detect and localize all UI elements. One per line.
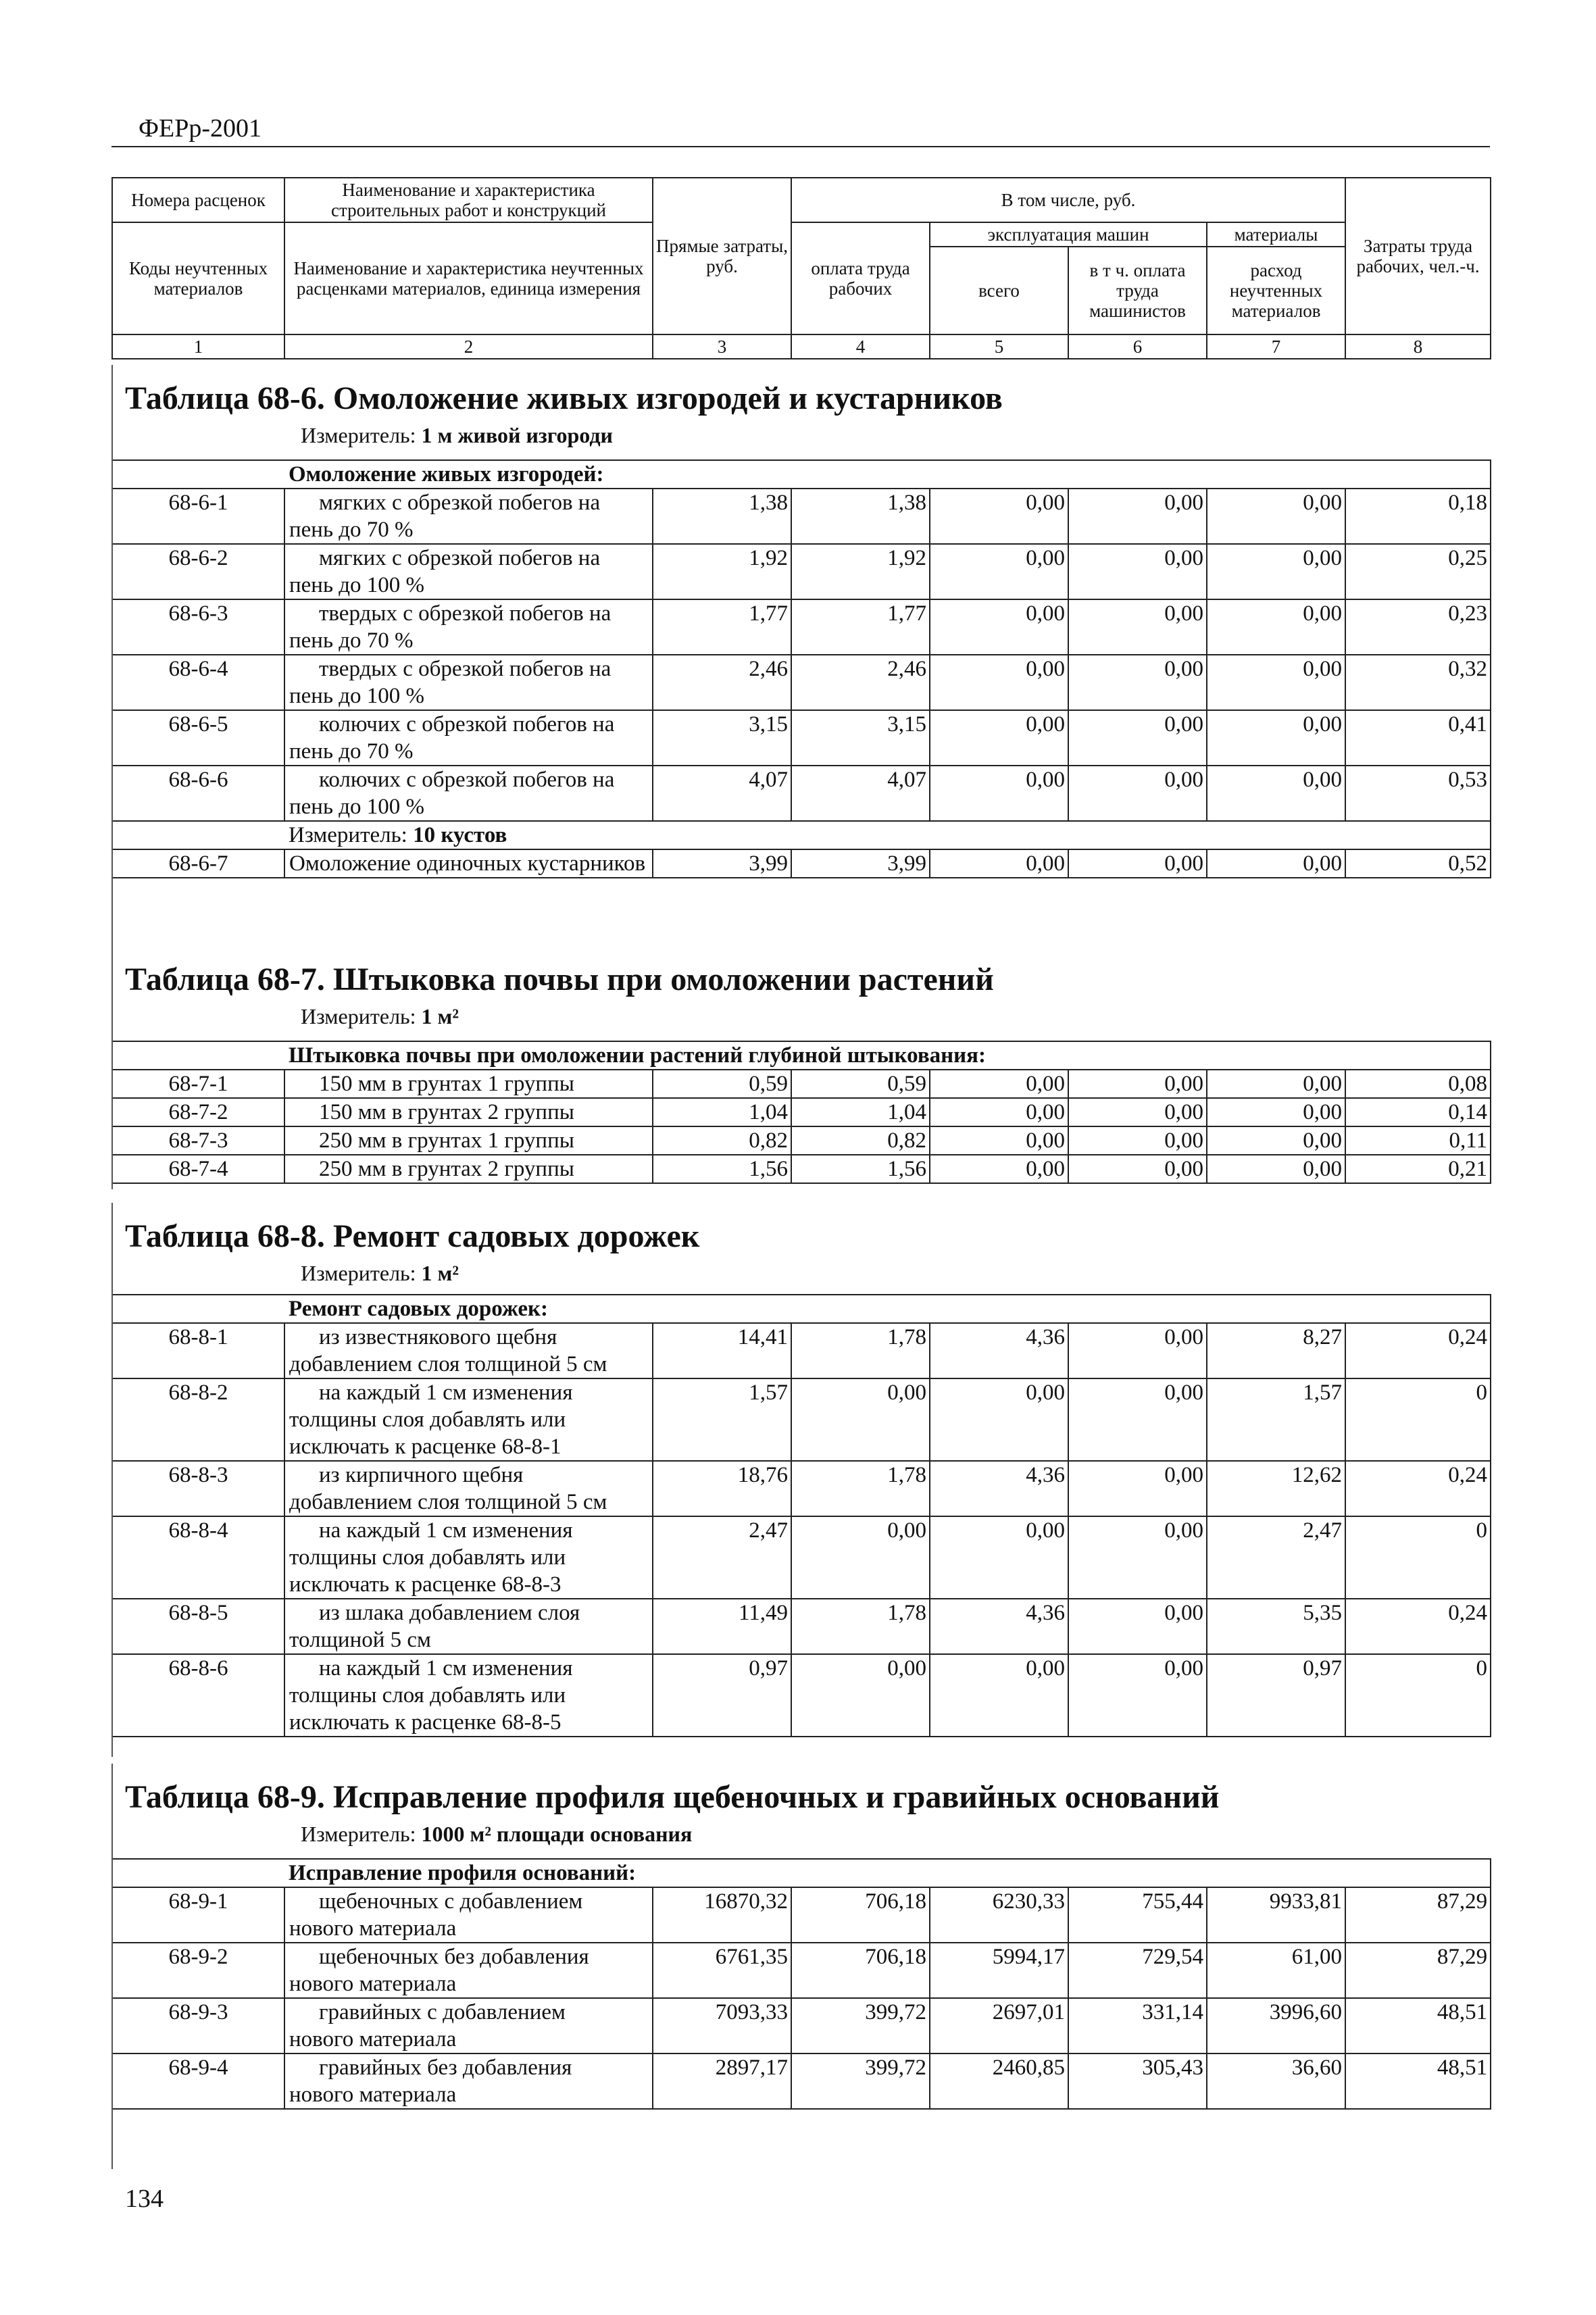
page-number: 134 bbox=[125, 2185, 164, 2213]
value-cell: 1,78 bbox=[791, 1323, 930, 1378]
rate-name bbox=[284, 1098, 653, 1126]
rate-name-first: колючих с обрезкой побегов на bbox=[319, 712, 615, 737]
value-cell: 0,00 bbox=[1068, 766, 1207, 821]
value-cell: 0,00 bbox=[1068, 1070, 1207, 1098]
header-rule bbox=[111, 146, 1490, 147]
value-cell: 0,00 bbox=[930, 544, 1068, 599]
section-title: Ремонт садовых дорожек: bbox=[112, 1295, 1491, 1323]
value-cell: 0,00 bbox=[1068, 710, 1207, 766]
rate-name bbox=[284, 1998, 653, 2053]
rate-name bbox=[284, 655, 653, 710]
rate-name-rest: пень до 70 % bbox=[289, 628, 414, 653]
rate-name-first: 250 мм в грунтах 2 группы bbox=[319, 1157, 574, 1181]
rate-code: 68-8-5 bbox=[112, 1599, 284, 1654]
table-row bbox=[112, 1599, 1491, 1654]
value-cell: 0,00 bbox=[1068, 544, 1207, 599]
header-col5: всего bbox=[930, 247, 1068, 334]
rate-name bbox=[284, 1654, 653, 1737]
value-cell: 729,54 bbox=[1068, 1943, 1207, 1998]
section-row bbox=[112, 1859, 1491, 1887]
value-cell: 0,00 bbox=[791, 1516, 930, 1599]
header-num-3: 3 bbox=[653, 334, 791, 359]
value-cell: 0,00 bbox=[1068, 1323, 1207, 1378]
measure-cell bbox=[112, 821, 1491, 849]
value-cell: 4,07 bbox=[791, 766, 930, 821]
rate-code: 68-8-2 bbox=[112, 1378, 284, 1461]
value-cell: 0,00 bbox=[1068, 1461, 1207, 1516]
value-cell: 48,51 bbox=[1345, 1998, 1491, 2053]
unit-value: 1 м² bbox=[421, 1261, 459, 1285]
value-cell: 3,15 bbox=[791, 710, 930, 766]
value-cell: 0,41 bbox=[1345, 710, 1491, 766]
table-row bbox=[112, 489, 1491, 544]
value-cell: 0,82 bbox=[791, 1126, 930, 1155]
table-unit bbox=[301, 1260, 459, 1287]
header-col7: расход неучтенных материалов bbox=[1207, 247, 1345, 334]
value-cell: 706,18 bbox=[791, 1887, 930, 1943]
header-col4: оплата труда рабочих bbox=[791, 222, 930, 334]
table-title: Таблица 68-7. Штыковка почвы при омоложении растений bbox=[125, 962, 994, 997]
value-cell: 1,04 bbox=[653, 1098, 791, 1126]
table-row bbox=[112, 2053, 1491, 2109]
value-cell: 1,57 bbox=[653, 1378, 791, 1461]
table-row bbox=[112, 1461, 1491, 1516]
rate-name bbox=[284, 1599, 653, 1654]
header-col8: Затраты труда рабочих, чел.-ч. bbox=[1345, 178, 1491, 334]
value-cell: 0,00 bbox=[1068, 1654, 1207, 1737]
value-cell: 0,24 bbox=[1345, 1461, 1491, 1516]
value-cell: 2,46 bbox=[653, 655, 791, 710]
value-cell: 0,23 bbox=[1345, 599, 1491, 655]
value-cell: 0,00 bbox=[930, 1654, 1068, 1737]
table-row bbox=[112, 1126, 1491, 1155]
value-cell: 36,60 bbox=[1207, 2053, 1345, 2109]
header-col2-top: Наименование и характеристика строительных работ и конструкций bbox=[284, 178, 653, 222]
unit-value: 1 м² bbox=[421, 1004, 459, 1028]
table-row bbox=[112, 1070, 1491, 1098]
section-row bbox=[112, 1295, 1491, 1323]
value-cell: 2897,17 bbox=[653, 2053, 791, 2109]
value-cell: 0,00 bbox=[1068, 1599, 1207, 1654]
value-cell: 1,38 bbox=[791, 489, 930, 544]
value-cell: 87,29 bbox=[1345, 1887, 1491, 1943]
unit-prefix: Измеритель: bbox=[301, 423, 422, 447]
value-cell: 0,24 bbox=[1345, 1599, 1491, 1654]
unit-value: 1000 м² площади основания bbox=[421, 1822, 693, 1846]
rate-name-first: гравийных без добавления bbox=[319, 2056, 572, 2080]
rate-name bbox=[284, 1461, 653, 1516]
rate-code: 68-6-7 bbox=[112, 849, 284, 878]
value-cell: 1,92 bbox=[653, 544, 791, 599]
value-cell: 399,72 bbox=[791, 1998, 930, 2053]
table-row bbox=[112, 849, 1491, 878]
margin-bar bbox=[111, 946, 113, 1189]
rate-name-first: щебеночных с добавлением bbox=[319, 1889, 583, 1914]
rate-code: 68-9-4 bbox=[112, 2053, 284, 2109]
value-cell: 1,92 bbox=[791, 544, 930, 599]
value-cell: 0,00 bbox=[1068, 655, 1207, 710]
rate-code: 68-7-4 bbox=[112, 1155, 284, 1183]
rate-name bbox=[284, 544, 653, 599]
rate-code: 68-7-2 bbox=[112, 1098, 284, 1126]
section-title: Штыковка почвы при омоложении растений глубиной штыкования: bbox=[112, 1041, 1491, 1070]
value-cell: 61,00 bbox=[1207, 1943, 1345, 1998]
value-cell: 0 bbox=[1345, 1378, 1491, 1461]
value-cell: 8,27 bbox=[1207, 1323, 1345, 1378]
value-cell: 2,47 bbox=[653, 1516, 791, 1599]
value-cell: 1,78 bbox=[791, 1461, 930, 1516]
value-cell: 1,77 bbox=[791, 599, 930, 655]
value-cell: 6761,35 bbox=[653, 1943, 791, 1998]
rate-name-first: из кирпичного щебня bbox=[319, 1463, 524, 1487]
value-cell: 7093,33 bbox=[653, 1998, 791, 2053]
table-row bbox=[112, 599, 1491, 655]
value-cell: 0,00 bbox=[1068, 849, 1207, 878]
section-title: Омоложение живых изгородей: bbox=[112, 460, 1491, 489]
section-row bbox=[112, 460, 1491, 489]
table-row bbox=[112, 1654, 1491, 1737]
table-row bbox=[112, 1378, 1491, 1461]
rates-table bbox=[111, 1858, 1491, 2110]
unit-prefix: Измеритель: bbox=[301, 1822, 422, 1846]
rates-table bbox=[111, 1294, 1491, 1737]
value-cell: 0,00 bbox=[791, 1378, 930, 1461]
value-cell: 0,00 bbox=[1207, 849, 1345, 878]
rate-name bbox=[284, 1155, 653, 1183]
rate-name bbox=[284, 1516, 653, 1599]
rate-name-first: на каждый 1 см изменения bbox=[319, 1656, 573, 1681]
value-cell: 4,36 bbox=[930, 1323, 1068, 1378]
value-cell: 12,62 bbox=[1207, 1461, 1345, 1516]
rate-code: 68-8-6 bbox=[112, 1654, 284, 1737]
unit-prefix: Измеритель: bbox=[301, 1261, 422, 1285]
rate-code: 68-7-3 bbox=[112, 1126, 284, 1155]
value-cell: 0,00 bbox=[930, 849, 1068, 878]
rate-name bbox=[284, 599, 653, 655]
rate-name bbox=[284, 1943, 653, 1998]
unit-value: 1 м живой изгороди bbox=[421, 423, 613, 447]
table-row bbox=[112, 1943, 1491, 1998]
table-row bbox=[112, 544, 1491, 599]
unit-prefix: Измеритель: bbox=[301, 1004, 422, 1028]
header-num-5: 5 bbox=[930, 334, 1068, 359]
rate-name bbox=[284, 1378, 653, 1461]
value-cell: 0,00 bbox=[930, 1378, 1068, 1461]
value-cell: 4,07 bbox=[653, 766, 791, 821]
rate-name-first: твердых с обрезкой побегов на bbox=[319, 601, 612, 626]
rate-name-rest: толщины слоя добавлять или исключать к расценке 68-8-3 bbox=[289, 1545, 566, 1597]
value-cell: 9933,81 bbox=[1207, 1887, 1345, 1943]
value-cell: 16870,32 bbox=[653, 1887, 791, 1943]
value-cell: 2,46 bbox=[791, 655, 930, 710]
rate-name-rest: добавлением слоя толщиной 5 см bbox=[289, 1352, 607, 1376]
value-cell: 0,00 bbox=[1068, 599, 1207, 655]
header-num-2: 2 bbox=[284, 334, 653, 359]
document-title: ФЕРр-2001 bbox=[139, 114, 262, 143]
value-cell: 0,00 bbox=[930, 599, 1068, 655]
value-cell: 0,00 bbox=[930, 1098, 1068, 1126]
header-col6: в т ч. оплата труда машинистов bbox=[1068, 247, 1207, 334]
value-cell: 0,00 bbox=[1068, 489, 1207, 544]
rate-name bbox=[284, 710, 653, 766]
value-cell: 18,76 bbox=[653, 1461, 791, 1516]
margin-bar bbox=[111, 1764, 113, 2169]
value-cell: 2697,01 bbox=[930, 1998, 1068, 2053]
table-row bbox=[112, 1098, 1491, 1126]
rate-code: 68-7-1 bbox=[112, 1070, 284, 1098]
rate-name bbox=[284, 1070, 653, 1098]
value-cell: 0,97 bbox=[1207, 1654, 1345, 1737]
value-cell: 0,00 bbox=[1207, 710, 1345, 766]
rate-name bbox=[284, 2053, 653, 2109]
rate-name-rest: нового материала bbox=[289, 1916, 457, 1941]
rate-code: 68-6-4 bbox=[112, 655, 284, 710]
margin-bar bbox=[111, 365, 113, 946]
measure-row bbox=[112, 821, 1491, 849]
header-col3: Прямые затраты, руб. bbox=[653, 178, 791, 334]
value-cell: 0 bbox=[1345, 1516, 1491, 1599]
rate-name bbox=[284, 1887, 653, 1943]
value-cell: 0,00 bbox=[930, 1070, 1068, 1098]
table-row bbox=[112, 1998, 1491, 2053]
table-row bbox=[112, 1516, 1491, 1599]
rate-name-rest: нового материала bbox=[289, 1972, 457, 1996]
value-cell: 0,00 bbox=[1068, 1516, 1207, 1599]
header-num-1: 1 bbox=[112, 334, 284, 359]
unit-value: 10 кустов bbox=[413, 823, 507, 847]
table-unit bbox=[301, 1003, 459, 1030]
rate-code: 68-6-5 bbox=[112, 710, 284, 766]
rate-name-first: твердых с обрезкой побегов на bbox=[319, 657, 612, 681]
value-cell: 0,25 bbox=[1345, 544, 1491, 599]
rate-name-rest: пень до 70 % bbox=[289, 518, 414, 542]
rate-name-first: 250 мм в грунтах 1 группы bbox=[319, 1128, 574, 1153]
rate-code: 68-8-3 bbox=[112, 1461, 284, 1516]
value-cell: 0,24 bbox=[1345, 1323, 1491, 1378]
value-cell: 0,52 bbox=[1345, 849, 1491, 878]
value-cell: 305,43 bbox=[1068, 2053, 1207, 2109]
header-group: В том числе, руб. bbox=[791, 178, 1345, 222]
rate-name-rest: добавлением слоя толщиной 5 см bbox=[289, 1490, 607, 1514]
value-cell: 755,44 bbox=[1068, 1887, 1207, 1943]
value-cell: 0,00 bbox=[1207, 489, 1345, 544]
value-cell: 0,00 bbox=[930, 489, 1068, 544]
value-cell: 0,00 bbox=[1207, 655, 1345, 710]
value-cell: 0,00 bbox=[930, 710, 1068, 766]
value-cell: 3,99 bbox=[653, 849, 791, 878]
rate-name bbox=[284, 489, 653, 544]
rate-code: 68-6-6 bbox=[112, 766, 284, 821]
value-cell: 0,00 bbox=[1207, 766, 1345, 821]
value-cell: 0,00 bbox=[930, 1155, 1068, 1183]
rate-name bbox=[284, 1323, 653, 1378]
value-cell: 0,00 bbox=[1207, 1070, 1345, 1098]
unit-prefix: Измеритель: bbox=[289, 823, 414, 847]
header-num-7: 7 bbox=[1207, 334, 1345, 359]
column-header-table bbox=[111, 177, 1491, 359]
value-cell: 706,18 bbox=[791, 1943, 930, 1998]
value-cell: 48,51 bbox=[1345, 2053, 1491, 2109]
rate-name bbox=[284, 1126, 653, 1155]
table-row bbox=[112, 1887, 1491, 1943]
value-cell: 3,15 bbox=[653, 710, 791, 766]
value-cell: 1,56 bbox=[791, 1155, 930, 1183]
value-cell: 0,00 bbox=[1207, 1098, 1345, 1126]
header-col2-bottom: Наименование и характеристика неучтенных расценками материалов, единица измерения bbox=[284, 222, 653, 334]
rate-name-rest: пень до 100 % bbox=[289, 684, 425, 708]
rate-code: 68-8-4 bbox=[112, 1516, 284, 1599]
header-materials: материалы bbox=[1207, 222, 1345, 247]
section-title: Исправление профиля оснований: bbox=[112, 1859, 1491, 1887]
header-num-8: 8 bbox=[1345, 334, 1491, 359]
header-col1-top: Номера расценок bbox=[112, 178, 284, 222]
value-cell: 1,77 bbox=[653, 599, 791, 655]
rate-name-rest: толщиной 5 см bbox=[289, 1628, 431, 1652]
value-cell: 0,00 bbox=[1068, 1155, 1207, 1183]
value-cell: 0,53 bbox=[1345, 766, 1491, 821]
table-title: Таблица 68-9. Исправление профиля щебеночных и гравийных оснований bbox=[125, 1779, 1220, 1815]
value-cell: 1,78 bbox=[791, 1599, 930, 1654]
rate-name-rest: нового материала bbox=[289, 2027, 457, 2051]
header-machines: эксплуатация машин bbox=[930, 222, 1207, 247]
rate-name bbox=[284, 766, 653, 821]
table-row bbox=[112, 1155, 1491, 1183]
header-num-4: 4 bbox=[791, 334, 930, 359]
value-cell: 0,97 bbox=[653, 1654, 791, 1737]
value-cell: 0,08 bbox=[1345, 1070, 1491, 1098]
table-title: Таблица 68-6. Омоложение живых изгородей и кустарников bbox=[125, 380, 1003, 416]
value-cell: 4,36 bbox=[930, 1461, 1068, 1516]
rate-name-rest: пень до 100 % bbox=[289, 795, 425, 819]
rate-code: 68-9-2 bbox=[112, 1943, 284, 1998]
value-cell: 6230,33 bbox=[930, 1887, 1068, 1943]
table-row bbox=[112, 766, 1491, 821]
value-cell: 5,35 bbox=[1207, 1599, 1345, 1654]
value-cell: 0,00 bbox=[1207, 1155, 1345, 1183]
rate-name-first: на каждый 1 см изменения bbox=[319, 1380, 573, 1405]
value-cell: 0,00 bbox=[1207, 599, 1345, 655]
value-cell: 1,04 bbox=[791, 1098, 930, 1126]
header-col1-bottom: Коды неучтенных материалов bbox=[112, 222, 284, 334]
value-cell: 0,14 bbox=[1345, 1098, 1491, 1126]
value-cell: 4,36 bbox=[930, 1599, 1068, 1654]
margin-bar bbox=[111, 1203, 113, 1757]
value-cell: 0,00 bbox=[930, 1516, 1068, 1599]
rate-code: 68-9-3 bbox=[112, 1998, 284, 2053]
rate-name-rest: толщины слоя добавлять или исключать к расценке 68-8-5 bbox=[289, 1683, 566, 1735]
rate-name-rest: нового материала bbox=[289, 2083, 457, 2107]
value-cell: 3,99 bbox=[791, 849, 930, 878]
value-cell: 0,00 bbox=[930, 1126, 1068, 1155]
rate-code: 68-8-1 bbox=[112, 1323, 284, 1378]
value-cell: 2460,85 bbox=[930, 2053, 1068, 2109]
value-cell: 331,14 bbox=[1068, 1998, 1207, 2053]
value-cell: 0,18 bbox=[1345, 489, 1491, 544]
table-row bbox=[112, 1323, 1491, 1378]
value-cell: 0,00 bbox=[1068, 1098, 1207, 1126]
value-cell: 399,72 bbox=[791, 2053, 930, 2109]
header-num-6: 6 bbox=[1068, 334, 1207, 359]
rate-name-rest: пень до 100 % bbox=[289, 573, 425, 597]
value-cell: 0,00 bbox=[1207, 544, 1345, 599]
table-unit bbox=[301, 1820, 692, 1847]
rate-code: 68-6-3 bbox=[112, 599, 284, 655]
value-cell: 0,82 bbox=[653, 1126, 791, 1155]
rate-name-first: колючих с обрезкой побегов на bbox=[319, 768, 615, 792]
rate-name-first: щебеночных без добавления bbox=[319, 1945, 589, 1969]
table-row bbox=[112, 655, 1491, 710]
value-cell: 87,29 bbox=[1345, 1943, 1491, 1998]
value-cell: 0,00 bbox=[791, 1654, 930, 1737]
value-cell: 0,00 bbox=[930, 655, 1068, 710]
value-cell: 1,56 bbox=[653, 1155, 791, 1183]
value-cell: 11,49 bbox=[653, 1599, 791, 1654]
value-cell: 0,32 bbox=[1345, 655, 1491, 710]
rate-name-first: гравийных с добавлением bbox=[319, 2000, 566, 2024]
section-row bbox=[112, 1041, 1491, 1070]
value-cell: 14,41 bbox=[653, 1323, 791, 1378]
value-cell: 0,00 bbox=[1068, 1378, 1207, 1461]
table-row bbox=[112, 710, 1491, 766]
rate-name-rest: пень до 70 % bbox=[289, 739, 414, 764]
value-cell: 0,00 bbox=[930, 766, 1068, 821]
rate-name-first: из шлака добавлением слоя bbox=[319, 1601, 580, 1625]
rate-code: 68-9-1 bbox=[112, 1887, 284, 1943]
rate-name-first: мягких с обрезкой побегов на bbox=[319, 491, 601, 515]
table-title: Таблица 68-8. Ремонт садовых дорожек bbox=[125, 1218, 700, 1254]
value-cell: 0,21 bbox=[1345, 1155, 1491, 1183]
rate-code: 68-6-1 bbox=[112, 489, 284, 544]
rates-table bbox=[111, 459, 1491, 878]
value-cell: 0 bbox=[1345, 1654, 1491, 1737]
value-cell: 0,11 bbox=[1345, 1126, 1491, 1155]
value-cell: 1,57 bbox=[1207, 1378, 1345, 1461]
value-cell: 0,00 bbox=[1207, 1126, 1345, 1155]
rate-name-first: 150 мм в грунтах 1 группы bbox=[319, 1072, 574, 1096]
value-cell: 0,59 bbox=[653, 1070, 791, 1098]
value-cell: 0,59 bbox=[791, 1070, 930, 1098]
rates-table bbox=[111, 1041, 1491, 1184]
value-cell: 3996,60 bbox=[1207, 1998, 1345, 2053]
table-unit bbox=[301, 422, 613, 449]
rate-name-first: 150 мм в грунтах 2 группы bbox=[319, 1100, 574, 1124]
rate-code: 68-6-2 bbox=[112, 544, 284, 599]
rate-name-first: мягких с обрезкой побегов на bbox=[319, 546, 601, 570]
value-cell: 0,00 bbox=[1068, 1126, 1207, 1155]
value-cell: 1,38 bbox=[653, 489, 791, 544]
rate-name: Омоложение одиночных кустарников bbox=[284, 849, 653, 878]
value-cell: 5994,17 bbox=[930, 1943, 1068, 1998]
rate-name-first: на каждый 1 см изменения bbox=[319, 1518, 573, 1543]
value-cell: 2,47 bbox=[1207, 1516, 1345, 1599]
rate-name-rest: толщины слоя добавлять или исключать к расценке 68-8-1 bbox=[289, 1408, 566, 1459]
rate-name-first: из известнякового щебня bbox=[319, 1325, 557, 1349]
